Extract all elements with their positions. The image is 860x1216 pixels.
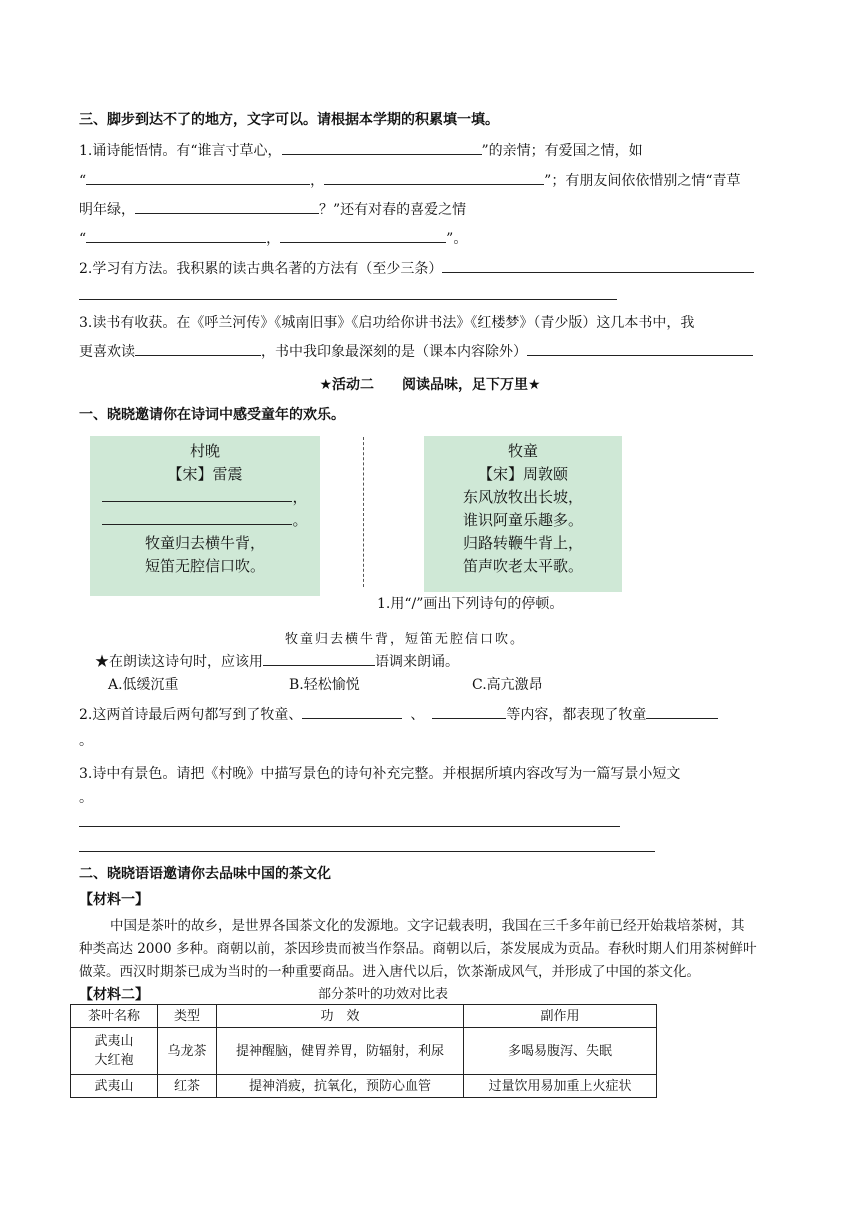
activity-2-title: ★活动二 阅读品味，足下万里★	[319, 377, 541, 393]
poem-author: 【宋】雷震	[167, 465, 243, 483]
question-3-line-1: 3.读书有收获。在《呼兰河传》《城南旧事》《启功给你讲书法》《红楼梦》（青少版）这几本书中，我	[79, 315, 695, 331]
star-text-a: ★在朗读这诗句时，应该用	[95, 654, 263, 670]
part1-q1-star	[95, 651, 459, 672]
part1-q2-end: 。	[79, 733, 93, 749]
table-cell: 武夷山 大红袍	[71, 1028, 158, 1075]
q1-sentence: 牧童归去横牛背，短笛无腔信口吹。	[285, 632, 526, 647]
question-1-line-1	[79, 140, 643, 161]
part1-q2	[79, 704, 718, 725]
answer-blank[interactable]	[102, 510, 292, 525]
header-cell: 类型	[158, 1005, 217, 1028]
answer-blank[interactable]	[280, 228, 446, 243]
table-row	[71, 1075, 657, 1098]
answer-blank[interactable]	[282, 140, 482, 155]
poem-blank-line: ，	[90, 486, 320, 509]
answer-blank[interactable]	[86, 170, 310, 185]
q2-text-a: 2.这两首诗最后两句都写到了牧童、	[79, 707, 303, 723]
question-1-line-3	[79, 199, 466, 220]
table-row	[71, 1028, 657, 1075]
part1-q1: 1.用“/”画出下列诗句的停顿。	[377, 596, 564, 612]
poem-title: 村晚	[189, 442, 220, 460]
tea-comparison-table	[70, 1004, 657, 1098]
header-cell: 副作用	[464, 1005, 657, 1028]
answer-blank[interactable]	[263, 651, 375, 666]
q1-text-b: ”的亲情；有爱国之情，如	[481, 143, 643, 159]
answer-blank[interactable]	[442, 258, 754, 273]
answer-blank[interactable]	[135, 341, 261, 356]
option-b[interactable]: B.轻松愉悦	[289, 677, 360, 693]
table-cell: 多喝易腹泻、失眠	[464, 1028, 657, 1075]
q2-text-c: 等内容，都表现了牧童	[506, 707, 647, 723]
option-a[interactable]: A.低缓沉重	[108, 677, 179, 693]
answer-blank[interactable]	[527, 341, 753, 356]
poem-line: 短笛无腔信口吹。	[144, 557, 265, 575]
answer-blank[interactable]	[324, 170, 544, 185]
table-caption: 部分茶叶的功效对比表	[318, 987, 449, 1002]
table-cell: 过量饮用易加重上火症状	[464, 1075, 657, 1098]
q2-text-b: 、	[410, 707, 425, 723]
divider	[363, 437, 364, 587]
table-cell: 红茶	[158, 1075, 217, 1098]
poem-line: 归路转鞭牛背上，	[462, 534, 583, 552]
material-2-label: 【材料二】	[79, 987, 149, 1003]
part1-heading: 一、晓晓邀请你在诗词中感受童年的欢乐。	[79, 407, 345, 423]
q3-text-b: 更喜欢读	[79, 344, 135, 360]
question-1-line-4	[79, 228, 467, 249]
star-text-b: 语调来朗诵。	[375, 654, 459, 670]
part1-q3-end: 。	[79, 790, 93, 806]
answer-blank[interactable]	[86, 228, 266, 243]
question-2	[79, 258, 754, 279]
poem-title: 牧童	[507, 442, 538, 460]
poem-card-cunwan	[90, 436, 320, 596]
q1-text-a: 1.诵诗能悟情。有“谁言寸草心，	[79, 143, 282, 159]
q1-text-g: ？”还有对春的喜爱之情	[319, 202, 467, 218]
table-cell: 提神醒脑，健胃养胃，防辐射，利尿	[217, 1028, 464, 1075]
q1-text-e: ”；有朋友间依依惜别之情“青草	[544, 173, 741, 189]
answer-line[interactable]	[79, 299, 617, 300]
section3-heading: 三、脚步到达不了的地方，文字可以。请根据本学期的积累填一填。	[79, 112, 499, 128]
answer-blank[interactable]	[646, 704, 718, 719]
q2-text: 2.学习有方法。我积累的读古典名著的方法有（至少三条）	[79, 261, 443, 277]
answer-blank[interactable]	[302, 704, 402, 719]
question-1-line-2	[79, 170, 741, 191]
table-cell: 提神消疲，抗氧化，预防心血管	[217, 1075, 464, 1098]
q3-text-c: ，书中我印象最深刻的是（课本内容除外）	[261, 344, 527, 360]
q1-text-d: ，	[310, 173, 325, 189]
table-header-row	[71, 1005, 657, 1028]
poem-blank-line: 。	[90, 509, 320, 532]
answer-blank[interactable]	[135, 199, 319, 214]
q1-text-h: “	[79, 231, 87, 247]
option-c[interactable]: C.高亢激昂	[472, 677, 543, 693]
question-3-line-2	[79, 341, 753, 362]
material-1-text-line-3: 做菜。西汉时期茶已成为当时的一种重要商品。进入唐代以后，饮茶渐成风气，并形成了中国的茶文化。	[79, 964, 700, 980]
answer-line[interactable]	[79, 826, 620, 827]
answer-blank[interactable]	[102, 487, 292, 502]
material-1-text-line-2: 种类高达 2000 多种。商朝以前，茶因珍贵而被当作祭品。商朝以后，茶发展成为贡品。春秋时期人们用茶树鲜叶	[79, 941, 757, 957]
poem-line: 牧童归去横牛背，	[144, 534, 265, 552]
answer-line[interactable]	[79, 851, 655, 852]
poem-card-mutong	[424, 436, 622, 592]
table-cell: 武夷山	[71, 1075, 158, 1098]
poem-line: 笛声吹老太平歌。	[462, 557, 583, 575]
part1-q3: 3.诗中有景色。请把《村晚》中描写景色的诗句补充完整。并根据所填内容改写为一篇写景小短文	[79, 766, 681, 782]
table-cell: 乌龙茶	[158, 1028, 217, 1075]
q1-text-i: ，	[266, 231, 281, 247]
material-1-text-line-1: 中国是茶叶的故乡，是世界各国茶文化的发源地。文字记载表明，我国在三千多年前已经开始栽培茶树，其	[110, 918, 745, 934]
answer-blank[interactable]	[432, 704, 506, 719]
q1-text-c: “	[79, 173, 87, 189]
header-cell: 功 效	[217, 1005, 464, 1028]
poem-line: 谁识阿童乐趣多。	[462, 511, 583, 529]
header-cell: 茶叶名称	[71, 1005, 158, 1028]
q1-text-f: 明年绿，	[79, 202, 135, 218]
part2-heading: 二、晓晓语语邀请你去品味中国的茶文化	[79, 866, 331, 882]
poem-author: 【宋】周敦颐	[477, 465, 568, 483]
q1-text-j: ”。	[446, 231, 468, 247]
material-1-label: 【材料一】	[79, 892, 149, 908]
poem-line: 东风放牧出长坡，	[462, 488, 583, 506]
